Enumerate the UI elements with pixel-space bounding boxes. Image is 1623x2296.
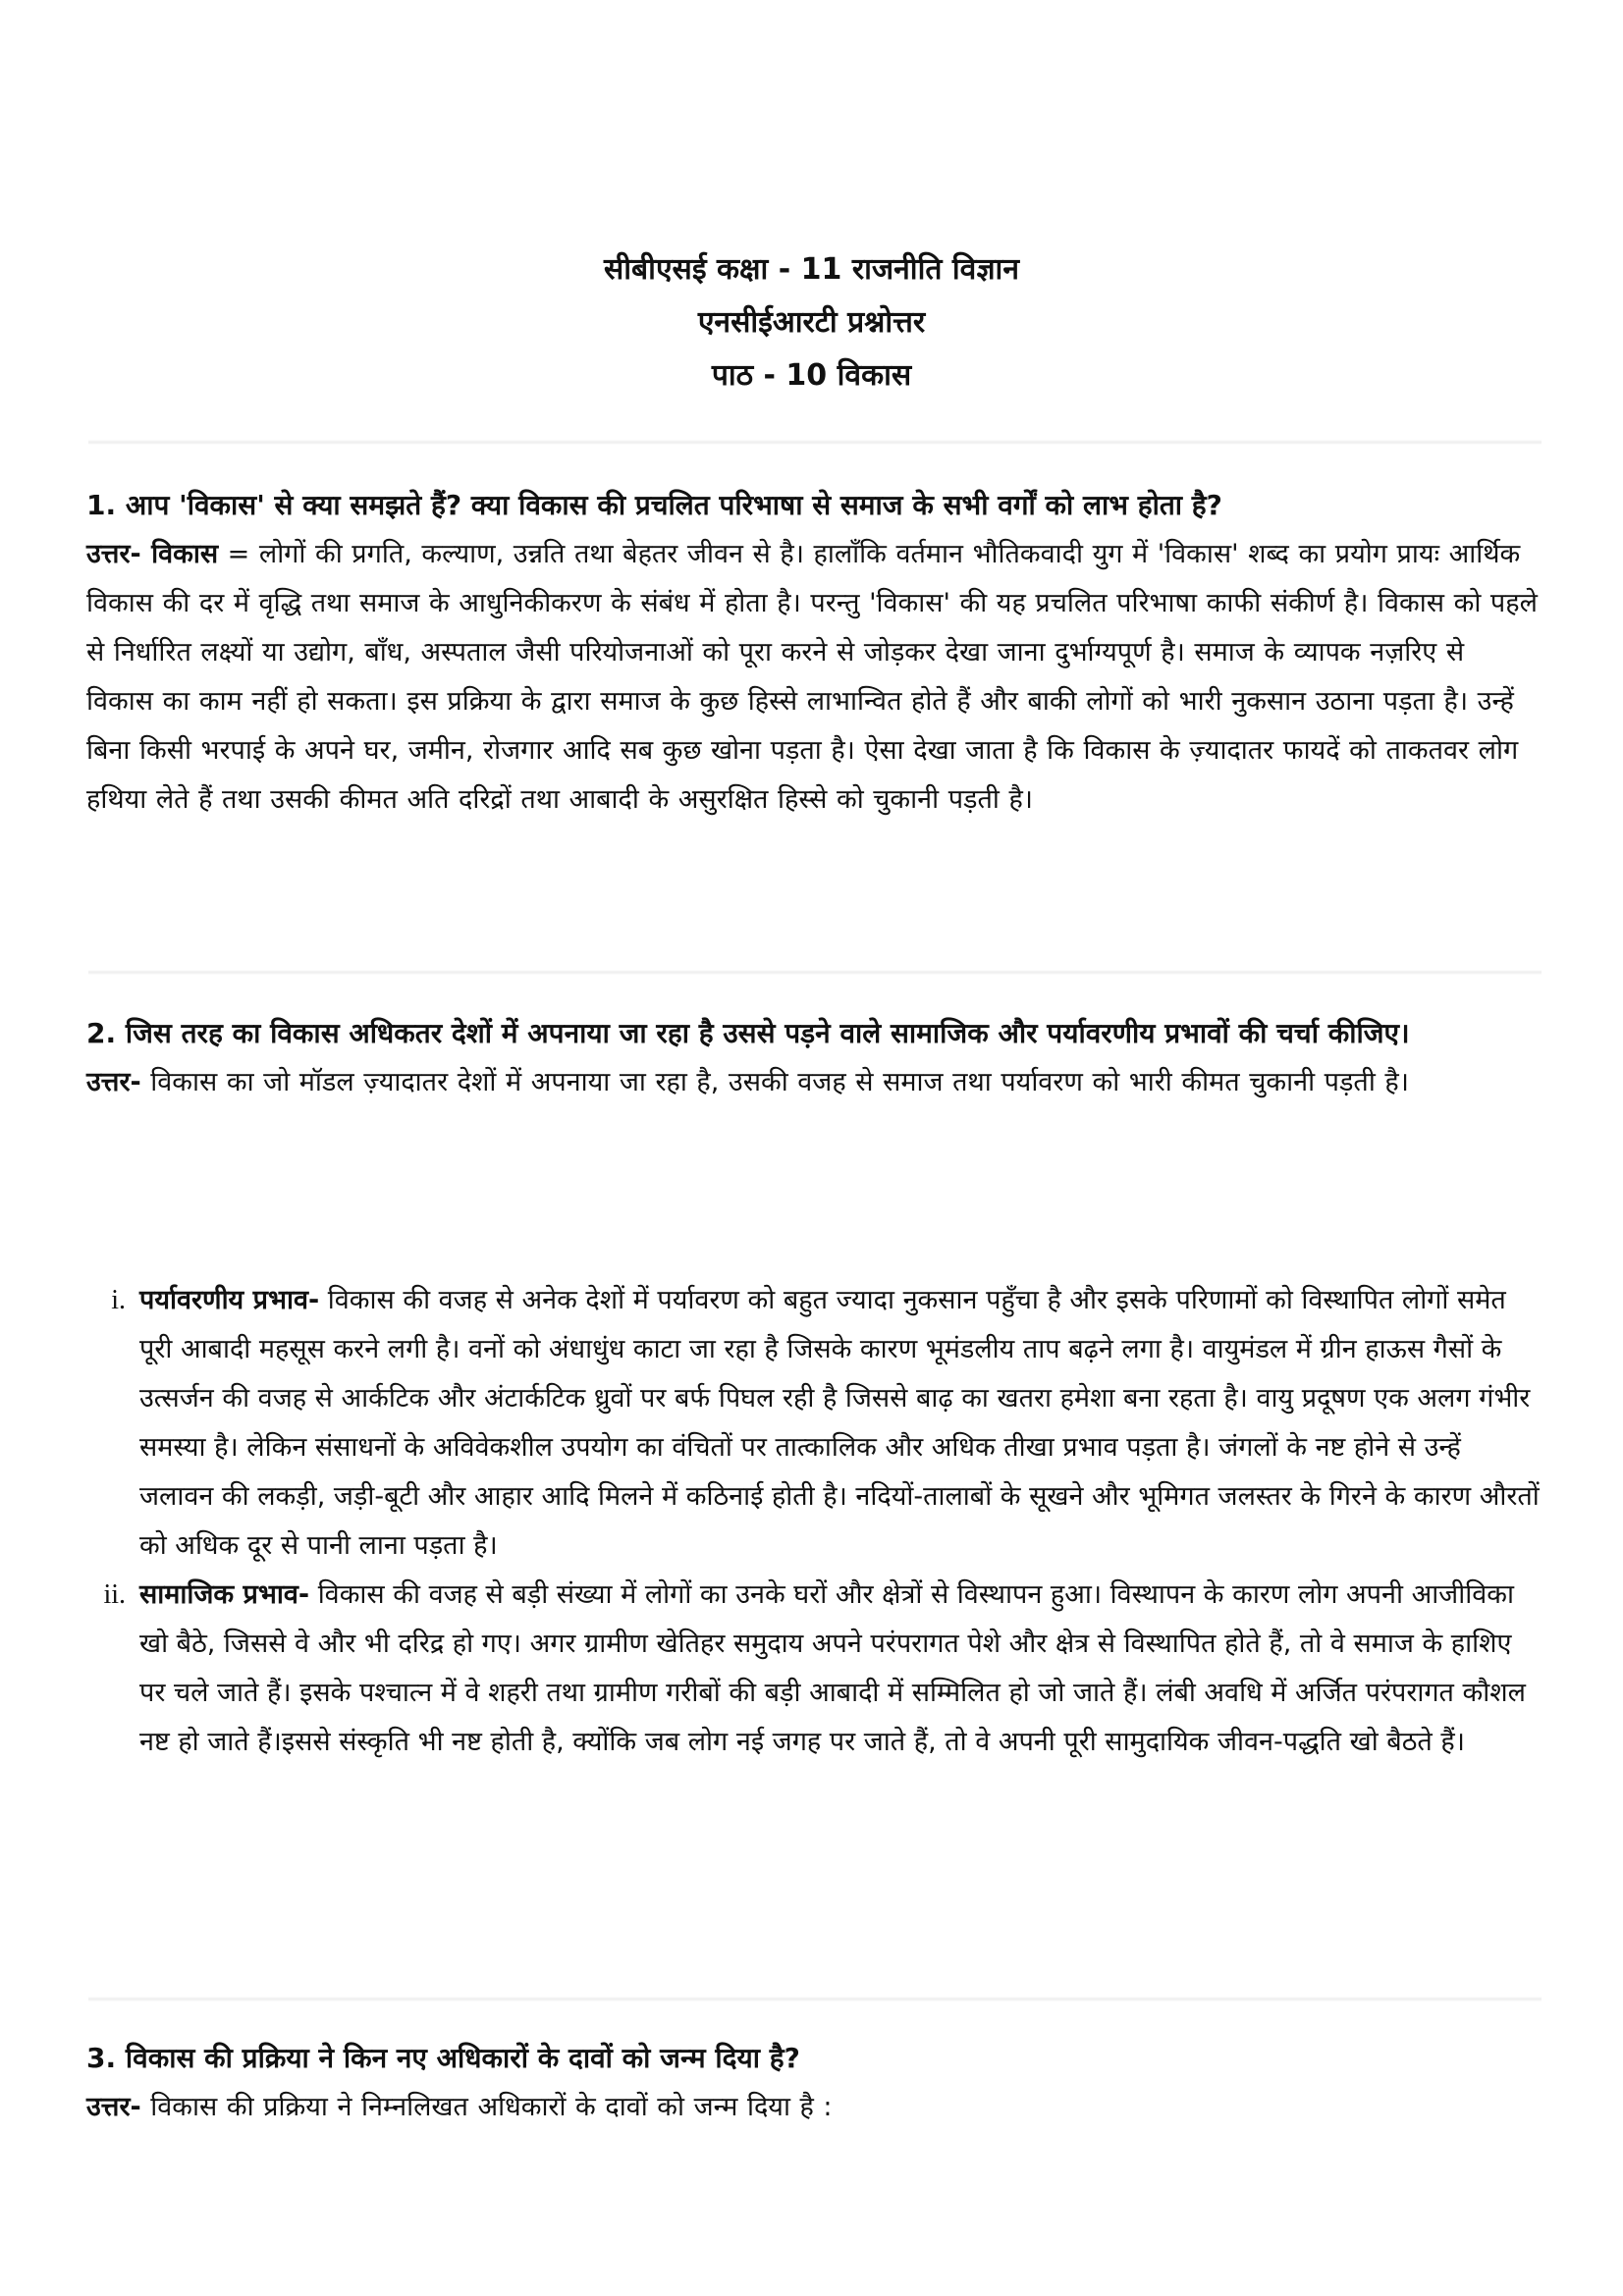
question-1 — [86, 481, 1540, 530]
list-item-environmental-impact — [86, 1276, 1540, 1571]
list-item-text: विकास की वजह से बड़ी संख्या में लोगों का उनके घरों और क्षेत्रों से विस्थापन हुआ। विस्थापन के कारण लोग अपनी आजीविका खो बैठे, जिससे वे और भी दरिद्र हो गए। अगर ग्रामीण खेतिहर समुदाय अपने परंपरागत पेशे और क्षेत्र से विस्थापित होते हैं, तो वे समाज के हाशिए पर चले जाते हैं। इसके पश्चात्न में वे शहरी तथा ग्रामीण गरीबों की बड़ी आबादी में सम्मिलित हो जो जाते हैं। लंबी अवधि में अर्जित परंपरागत कौशल नष्ट हो जाते हैं।इससे संस्कृति भी नष्ट होती है, क्योंकि जब लोग नई जगह पर जाते हैं, तो वे अपनी पूरी सामुदायिक जीवन-पद्धति खो बैठते हैं। — [139, 1579, 1526, 1757]
question-2-section — [86, 1009, 1540, 1107]
list-item-label: पर्यावरणीय प्रभाव- — [139, 1285, 320, 1315]
answer-text: विकास की प्रक्रिया ने निम्नलिखत अधिकारों के दावों को जन्म दिया है : — [140, 2092, 833, 2122]
question-1-section — [86, 481, 1540, 825]
question-text: विकास की प्रक्रिया ने किन नए अधिकारों के दावों को जन्म दिया है? — [125, 2042, 800, 2074]
title-chapter: पाठ - 10 विकास — [711, 358, 912, 393]
list-item-text: विकास की वजह से अनेक देशों में पर्यावरण को बहुत ज्यादा नुकसान पहुँचा है और इसके परिणामों को विस्थापित लोगों समेत पूरी आबादी महसूस करने लगी है। वनों को अंधाधुंध काटा जा रहा है जिसके कारण भूमंडलीय ताप बढ़ने लगा है। वायुमंडल में ग्रीन हाऊस गैसों के उत्सर्जन की वजह से आर्कटिक और अंटार्कटिक ध्रुवों पर बर्फ पिघल रही है जिससे बाढ़ का खतरा हमेशा बना रहता है। वायु प्रदूषण एक अलग गंभीर समस्या है। लेकिन संसाधनों के अविवेकशील उपयोग का वंचितों पर तात्कालिक और अधिक तीखा प्रभाव पड़ता है। जंगलों के नष्ट होने से उन्हें जलावन की लकड़ी, जड़ी-बूटी और आहार आदि मिलने में कठिनाई होती है। नदियों-तालाबों के सूखने और भूमिगत जलस्तर के गिरने के कारण औरतों को अधिक दूर से पानी लाना पड़ता है। — [139, 1285, 1540, 1561]
list-marker: ii. — [103, 1579, 126, 1610]
answer-label: उत्तर- विकास — [86, 539, 219, 569]
question-number: 1. — [86, 489, 117, 521]
answer-label: उत्तर- — [86, 2092, 141, 2122]
question-3 — [86, 2034, 1540, 2083]
question-number: 2. — [86, 1017, 117, 1049]
title-board-class-subject: सीबीएसई कक्षा - 11 राजनीति विज्ञान — [604, 252, 1019, 287]
divider — [88, 440, 1542, 445]
divider — [88, 1997, 1542, 2002]
answer-2 — [86, 1058, 1540, 1107]
list-item-social-impact — [86, 1571, 1540, 1767]
question-text: जिस तरह का विकास अधिकतर देशों में अपनाया जा रहा है उससे पड़ने वाले सामाजिक और पर्यावरणीय प्रभावों की चर्चा कीजिए। — [125, 1017, 1410, 1049]
question-3-section — [86, 2034, 1540, 2132]
question-number: 3. — [86, 2042, 117, 2074]
document-title — [0, 243, 1623, 402]
answer-label: उत्तर- — [86, 1067, 141, 1097]
answer-3 — [86, 2083, 1540, 2132]
divider — [88, 970, 1542, 975]
question-text: आप 'विकास' से क्या समझते हैं? क्या विकास की प्रचलित परिभाषा से समाज के सभी वर्गों को लाभ होता है? — [125, 489, 1222, 521]
question-2 — [86, 1009, 1540, 1058]
list-marker: i. — [111, 1285, 126, 1315]
answer-text: = लोगों की प्रगति, कल्याण, उन्नति तथा बेहतर जीवन से है। हालाँकि वर्तमान भौतिकवादी युग में 'विकास' शब्द का प्रयोग प्रायः आर्थिक विकास की दर में वृद्धि तथा समाज के आधुनिकीकरण के संबंध में होता है। परन्तु 'विकास' की यह प्रचलित परिभाषा काफी संकीर्ण है। विकास को पहले से निर्धारित लक्ष्यों या उद्योग, बाँध, अस्पताल जैसी परियोजनाओं को पूरा करने से जोड़कर देखा जाना दुर्भाग्यपूर्ण है। समाज के व्यापक नज़रिए से विकास का काम नहीं हो सकता। इस प्रक्रिया के द्वारा समाज के कुछ हिस्से लाभान्वित होते हैं और बाकी लोगों को भारी नुकसान उठाना पड़ता है। उन्हें बिना किसी भरपाई के अपने घर, जमीन, रोजगार आदि सब कुछ खोना पड़ता है। ऐसा देखा जाता है कि विकास के ज़्यादातर फायदें को ताकतवर लोग हथिया लेते हैं तथा उसकी कीमत अति दरिद्रों तथा आबादी के असुरक्षित हिस्से को चुकानी पड़ती है। — [86, 539, 1538, 815]
impact-list — [86, 1276, 1540, 1767]
title-ncert-solutions: एनसीईआरटी प्रश्नोत्तर — [697, 305, 926, 340]
list-item-label: सामाजिक प्रभाव- — [139, 1579, 310, 1610]
answer-text: विकास का जो मॉडल ज़्यादातर देशों में अपनाया जा रहा है, उसकी वजह से समाज तथा पर्यावरण को भारी कीमत चुकानी पड़ती है। — [140, 1067, 1409, 1097]
answer-1 — [86, 530, 1540, 825]
